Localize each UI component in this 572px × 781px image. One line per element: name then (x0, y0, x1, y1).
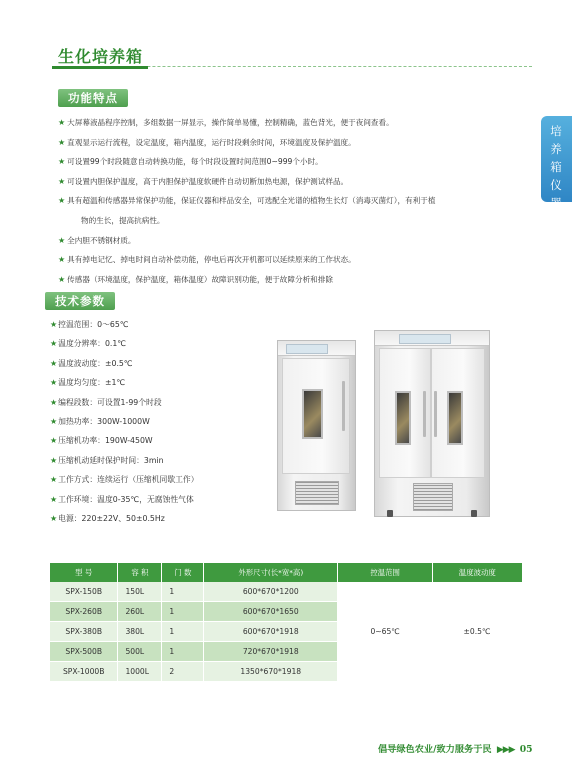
star-bullet-icon: ★ (50, 494, 58, 504)
star-bullet-icon: ★ (58, 137, 66, 147)
star-bullet-icon: ★ (58, 157, 66, 167)
model-spec-table (50, 563, 522, 682)
doors-cell: 2 (162, 662, 204, 682)
feature-text: 物的生长，提高抗病性。 (81, 215, 165, 225)
spec-item (50, 490, 199, 509)
spec-text: 压缩机功率：190W-450W (58, 436, 153, 446)
spec-text: 控温范围：0～65℃ (58, 320, 129, 329)
feature-item (58, 152, 498, 172)
model-cell: SPX-1000B (50, 662, 118, 682)
caster-wheel (387, 510, 393, 517)
spec-text: 温度均匀度：±1℃ (58, 378, 126, 388)
size-cell: 600*670*1650 (204, 602, 338, 622)
single-door-incubator-image (277, 340, 356, 511)
feature-item (58, 113, 498, 133)
star-bullet-icon: ★ (50, 397, 58, 407)
spec-item (50, 315, 199, 334)
table-header-row (50, 563, 522, 582)
page-footer (378, 741, 533, 755)
volume-cell: 150L (118, 582, 162, 602)
fluctuation-cell: ±0.5℃ (433, 582, 522, 682)
caster-wheel (471, 510, 477, 517)
spec-item (50, 412, 199, 431)
spec-text: 工作方式：连续运行（压缩机同歇工作） (58, 475, 199, 485)
spec-text: 加热功率：300W-1000W (58, 417, 150, 427)
spec-text: 温度波动度：±0.5℃ (58, 358, 133, 368)
spec-text: 工作环境：温度0-35℃，无腐蚀性气体 (58, 494, 194, 504)
temp-range-cell: 0~65℃ (338, 582, 433, 682)
double-door-incubator-image (374, 330, 490, 517)
spec-item (50, 373, 199, 392)
star-bullet-icon: ★ (50, 475, 58, 485)
feature-text: 大屏幕液晶程序控制，多组数据一屏显示，操作简单易懂，控制精确，蓝色背光，便于夜间查看。 (67, 118, 394, 127)
column-header: 外形尺寸(长*宽*高) (204, 563, 338, 582)
column-header: 型 号 (50, 563, 118, 582)
feature-text: 可设置内胆保护温度，高于内胆保护温度软硬件自动切断加热电源，保护测试样品。 (67, 176, 349, 186)
doors-cell: 1 (162, 602, 204, 622)
specs-heading: 技术参数 (45, 292, 115, 310)
feature-text: 直观显示运行流程，设定温度，箱内温度，运行时段剩余时间，环境温度及保护温度。 (67, 137, 356, 147)
volume-cell: 500L (118, 642, 162, 662)
footer-slogan: 倡导绿色农业/致力服务于民 (378, 744, 492, 755)
feature-text: 可设置99个时段随意自动转换功能，每个时段设置时间范围0~999个小时。 (67, 157, 323, 167)
star-bullet-icon: ★ (50, 436, 58, 446)
feature-item (58, 250, 498, 270)
size-cell: 600*670*1200 (204, 582, 338, 602)
doors-cell: 1 (162, 582, 204, 602)
star-bullet-icon: ★ (50, 378, 58, 388)
table-row (50, 582, 522, 602)
volume-cell: 260L (118, 602, 162, 622)
star-bullet-icon: ★ (58, 176, 66, 186)
model-cell: SPX-380B (50, 622, 118, 642)
doors-cell: 1 (162, 642, 204, 662)
star-bullet-icon: ★ (50, 320, 58, 329)
spec-item (50, 393, 199, 412)
model-cell: SPX-500B (50, 642, 118, 662)
star-bullet-icon: ★ (50, 417, 58, 427)
spec-text: 压缩机动延时保护时间：3min (58, 455, 164, 465)
right-door-handle (434, 391, 437, 437)
control-display-icon (286, 344, 328, 354)
feature-text: 具有超温和传感器异常保护功能，保证仪器和样品安全，可选配全光谱的植物生长灯（消毒灭菌灯），有利于植 (67, 196, 436, 206)
star-bullet-icon: ★ (58, 274, 66, 284)
page-title: 生化培养箱 (58, 47, 144, 66)
star-bullet-icon: ★ (50, 358, 58, 368)
feature-item (58, 133, 498, 153)
feature-item (58, 172, 498, 192)
spec-text: 温度分辨率：0.1℃ (58, 339, 127, 349)
side-tab-label: 培养箱仪器 (550, 124, 562, 210)
size-cell: 720*670*1918 (204, 642, 338, 662)
spec-text: 编程段数：可设置1-99个时段 (58, 397, 162, 407)
size-cell: 1350*670*1918 (204, 662, 338, 682)
spec-item (50, 470, 199, 489)
spec-item (50, 509, 199, 528)
star-bullet-icon: ★ (58, 196, 66, 206)
star-bullet-icon: ★ (50, 339, 58, 349)
door-handle (342, 381, 345, 431)
right-door-window (447, 391, 463, 445)
star-bullet-icon: ★ (58, 235, 66, 245)
vent-grille (413, 483, 453, 511)
volume-cell: 1000L (118, 662, 162, 682)
spec-item (50, 334, 199, 353)
column-header: 控温范围 (338, 563, 433, 582)
size-cell: 600*670*1918 (204, 622, 338, 642)
star-bullet-icon: ★ (50, 514, 58, 524)
star-bullet-icon: ★ (50, 455, 58, 465)
door-window (302, 389, 323, 439)
star-bullet-icon: ★ (58, 255, 66, 265)
volume-cell: 380L (118, 622, 162, 642)
page-number: 05 (519, 744, 533, 755)
spec-item (50, 431, 199, 450)
star-bullet-icon: ★ (58, 118, 66, 127)
column-header: 温度波动度 (433, 563, 522, 582)
model-cell: SPX-260B (50, 602, 118, 622)
title-accent-bar (52, 66, 148, 69)
column-header: 容 积 (118, 563, 162, 582)
feature-text: 传感器（环境温度，保护温度，箱体温度）故障识别功能，便于故障分析和排除 (67, 274, 333, 284)
control-display-icon (399, 334, 451, 344)
feature-item (58, 191, 498, 211)
spec-item (50, 354, 199, 373)
doors-cell: 1 (162, 622, 204, 642)
left-door-handle (423, 391, 426, 437)
model-cell: SPX-150B (50, 582, 118, 602)
feature-item (58, 231, 498, 251)
feature-item (58, 270, 498, 290)
feature-item (58, 211, 498, 231)
vent-grille (295, 481, 339, 505)
side-category-tab (541, 116, 572, 210)
spec-text: 电源：220±22V、50±0.5Hz (58, 514, 165, 524)
specs-list (50, 315, 199, 528)
arrow-icons: ▶▶▶ (496, 745, 515, 755)
features-heading: 功能特点 (58, 89, 128, 107)
spec-item (50, 451, 199, 470)
features-list (58, 113, 498, 289)
feature-text: 全内胆不锈钢材质。 (67, 235, 136, 245)
column-header: 门 数 (162, 563, 204, 582)
left-door-window (395, 391, 411, 445)
feature-text: 具有掉电记忆、掉电时间自动补偿功能，停电后再次开机都可以延续原来的工作状态。 (67, 255, 356, 265)
